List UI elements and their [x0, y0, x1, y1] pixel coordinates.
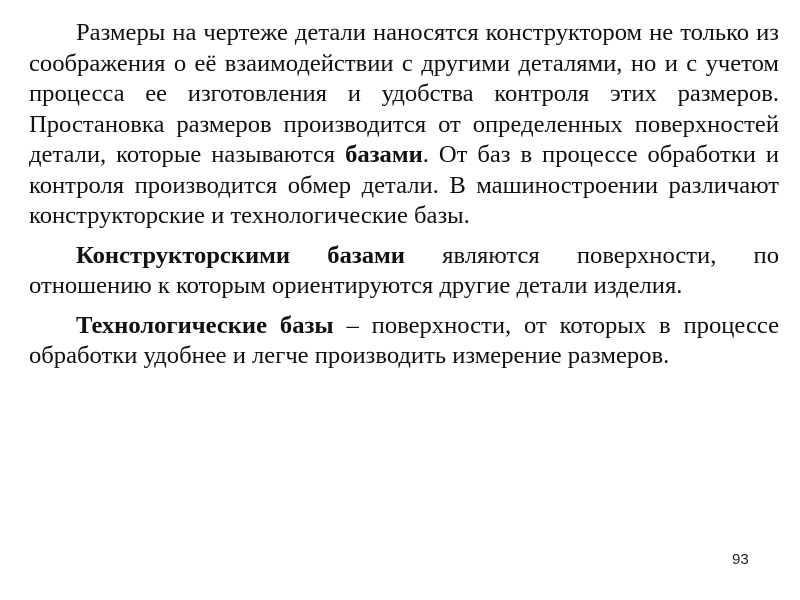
paragraph-tech-bases-text: – поверхности, от которых в процессе обработки удобнее и легче производить измерение размеров. [29, 311, 779, 369]
paragraph-design-bases-text: являются поверхности, по отношению к которым ориентируются другие детали изделия. [29, 241, 779, 299]
paragraph-intro [29, 18, 779, 232]
paragraph-tech-bases [29, 311, 779, 372]
term-tech-bases: Технологические базы [76, 311, 334, 339]
term-design-bases: Конструкторскими базами [76, 241, 405, 269]
term-bazy: базами [345, 141, 423, 168]
paragraph-design-bases [29, 241, 779, 302]
paragraph-intro-text: Размеры на чертеже детали наносятся конструктором не только из соображения о её взаимодействии с другими деталями, но и с учетом процесса ее изготовления и удобства контроля этих размеров. Простановка размеров производится от определенных поверхностей детали, которые называются [29, 19, 779, 168]
page-number: 93 [732, 551, 749, 568]
text-body [29, 18, 779, 381]
paragraph-intro-tail: . От баз в процессе обработки и контроля производится обмер детали. В машиностроении различают конструкторские и технологические базы. [29, 141, 779, 229]
